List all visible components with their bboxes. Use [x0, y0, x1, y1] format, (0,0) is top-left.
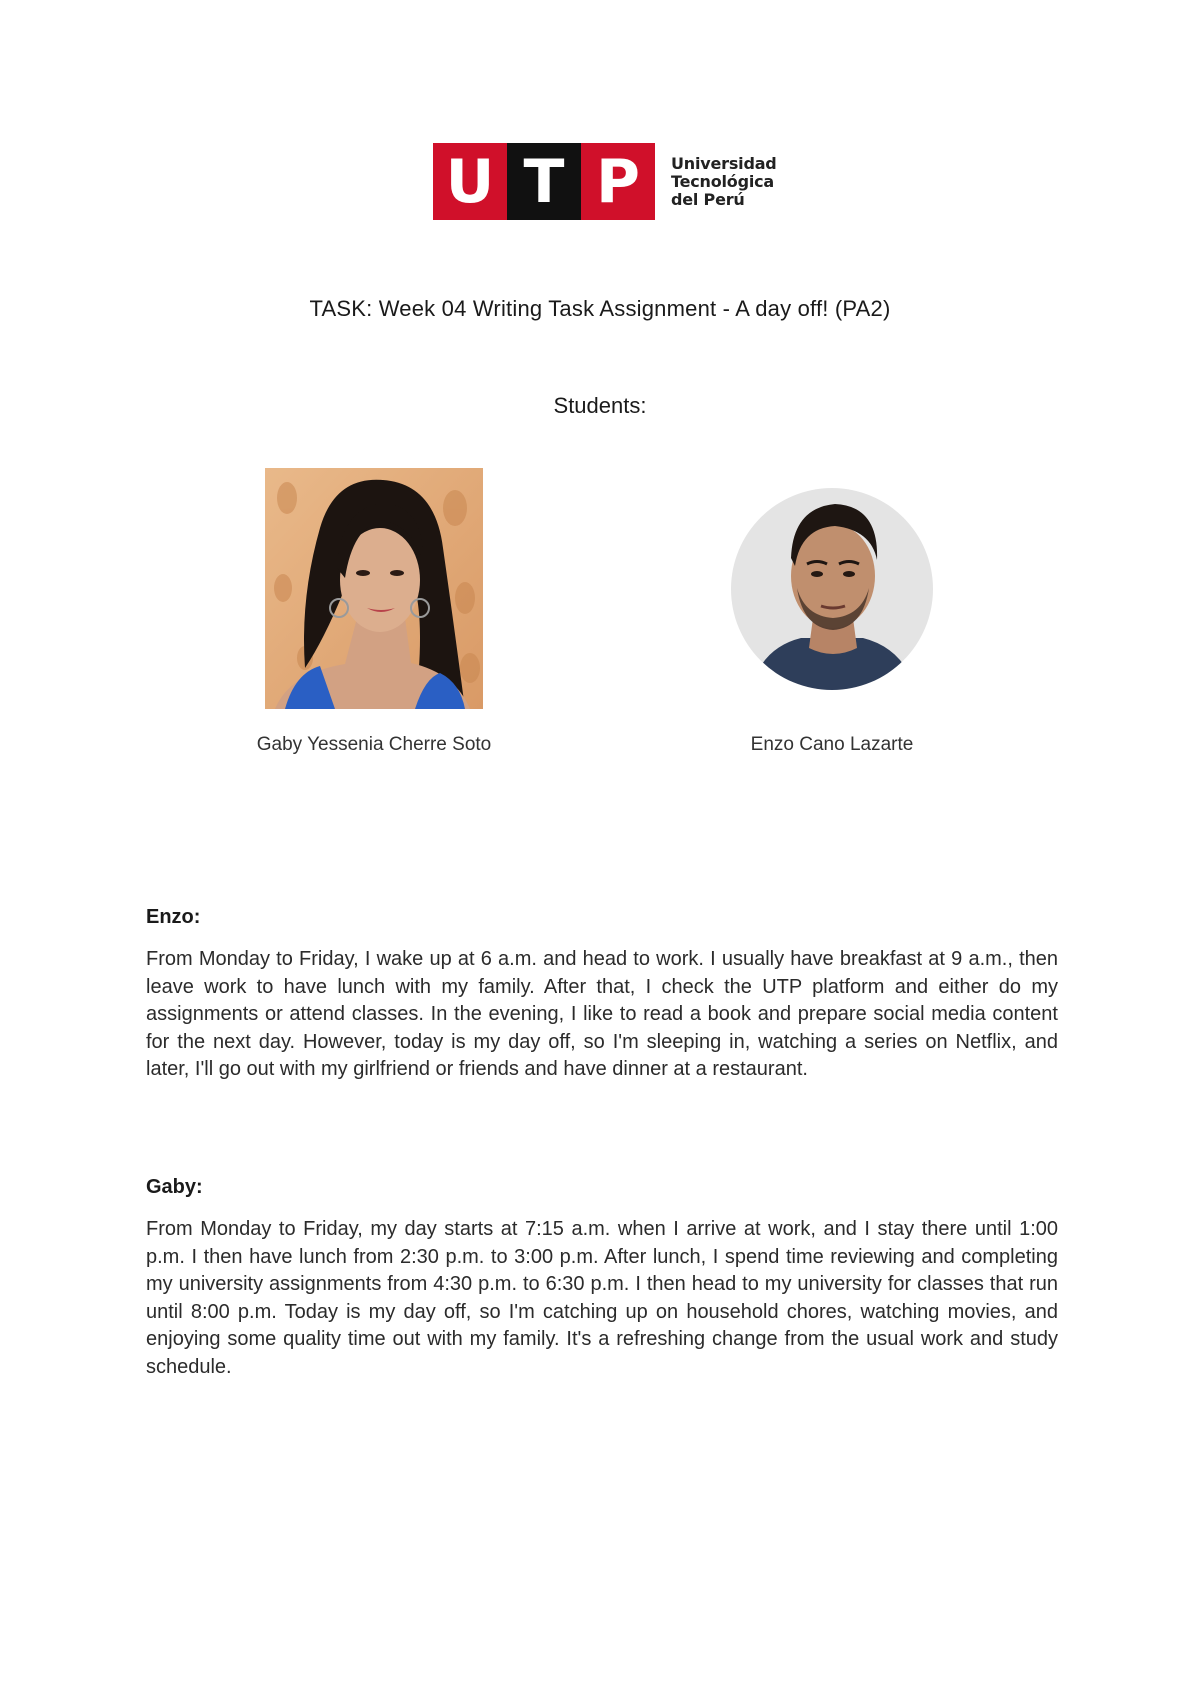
logo-university-name — [671, 155, 777, 209]
student-name-enzo: Enzo Cano Lazarte — [750, 734, 914, 755]
gaby-photo — [265, 468, 483, 709]
logo-letter-p: P — [581, 143, 655, 220]
utp-logo — [433, 143, 777, 220]
logo-text-line-1: Universidad — [671, 153, 777, 173]
student-name-gaby: Gaby Yessenia Cherre Soto — [256, 734, 492, 755]
logo-text-line-3: del Perú — [671, 189, 745, 209]
gaby-section-label: Gaby: — [146, 1176, 203, 1198]
enzo-photo — [731, 488, 933, 690]
logo-letter-u: U — [433, 143, 507, 220]
enzo-section-text: From Monday to Friday, I wake up at 6 a.m. and head to work. I usually have breakfast at 9 a.m., then leave work to have lunch with my family. After that, I check the UTP platform and either do my assignments or attend classes. In the evening, I like to read a book and prepare social media content for the next day. However, today is my day off, so I'm sleeping in, watching a series on Netflix, and later, I'll go out with my girlfriend or friends and have dinner at a restaurant. — [146, 948, 1058, 1081]
task-title: TASK: Week 04 Writing Task Assignment - A day off! (PA2) — [309, 296, 891, 321]
enzo-section-label: Enzo: — [146, 906, 201, 928]
students-label: Students: — [553, 393, 647, 418]
logo-letter-t: T — [507, 143, 581, 220]
gaby-section-text: From Monday to Friday, my day starts at 7:15 a.m. when I arrive at work, and I stay there until 1:00 p.m. I then have lunch from 2:30 p.m. to 3:00 p.m. After lunch, I spend time reviewing and completing my university assignments from 4:30 p.m. to 6:30 p.m. I then head to my university for classes that run until 8:00 p.m. Today is my day off, so I'm catching up on household chores, watching movies, and enjoying some quality time out with my family. It's a refreshing change from the usual work and study schedule. — [146, 1218, 1058, 1378]
logo-text-line-2: Tecnológica — [671, 171, 775, 191]
